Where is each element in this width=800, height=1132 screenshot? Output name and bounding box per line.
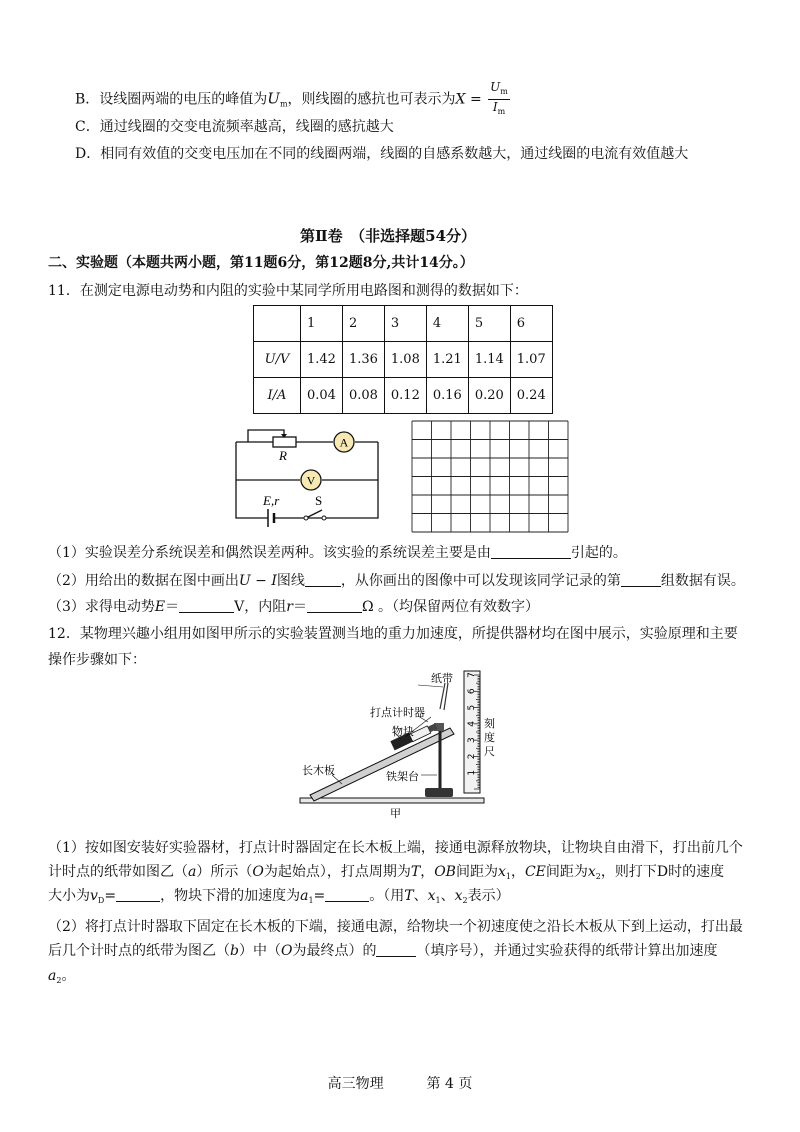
answer-blank[interactable]	[305, 572, 341, 587]
q12-stem-line1: 12．某物理兴趣小组用如图甲所示的实验装置测当地的重力加速度，所提供器材均在图中展示，实验原理和主要	[48, 626, 738, 642]
ruler-number: 3	[467, 737, 477, 744]
q11-sub1: （1）实验误差分系统误差和偶然误差两种。该实验的系统误差主要是由 引起的。	[48, 545, 627, 561]
ruler-number: 1	[467, 769, 477, 776]
q12-sub2-line1: （2）将打点计时器取下固定在长木板的下端，接通电源，给物块一个初速度使之沿长木板从下到上运动，打出最	[48, 919, 743, 935]
ruler-name-char: 尺	[484, 745, 495, 758]
block-label: 物块	[392, 725, 414, 738]
table-row: 1 2 3 4 5 6	[254, 306, 553, 342]
source-label: E,r	[263, 493, 280, 508]
graph-grid	[411, 420, 569, 533]
inductive-reactance-fraction: $\frac{U_m}{I_m}$	[490, 80, 508, 116]
q12-sub2-line3: $a_2$。	[48, 968, 76, 985]
table-row: U/V 1.42 1.36 1.08 1.21 1.14 1.07	[254, 342, 553, 378]
section-title: 二、实验题（本题共两小题，第11题6分，第12题8分,共计14分。）	[48, 255, 474, 271]
option-c: C．通过线圈的交变电流频率越高，线圈的感抗越大	[75, 119, 394, 135]
rheostat-label: R	[279, 448, 287, 463]
apparatus-figure	[298, 665, 495, 820]
ammeter-label: A	[339, 435, 349, 450]
page-footer	[0, 1073, 800, 1093]
answer-blank[interactable]	[307, 598, 362, 613]
answer-blank[interactable]	[325, 887, 369, 902]
answer-blank[interactable]	[621, 572, 661, 587]
part-title: 第Ⅱ卷 （非选择题54分）	[300, 227, 477, 245]
ruler-name-char: 度	[484, 731, 495, 744]
q11-stem: 11．在测定电源电动势和内阻的实验中某同学所用电路图和测得的数据如下：	[48, 283, 528, 299]
q12-sub1-line2: 计时点的纸带如图乙（a）所示（O为起始点），打点周期为T，OB间距为$x_1$，CE间距为$x_2$，则打下D时的速度	[48, 864, 725, 881]
option-b: B．设线圈两端的电压的峰值为$U_m$，则线圈的感抗也可表示为X = $\frac{U_m}{I_m}$	[75, 80, 512, 119]
answer-blank[interactable]	[376, 942, 416, 957]
option-d: D．相同有效值的交变电压加在不同的线圈两端，线圈的自感系数越大，通过线圈的电流有效值越大	[75, 146, 689, 162]
rheostat-symbol	[273, 437, 296, 447]
q11-data-table	[253, 305, 553, 414]
q12-sub2-line2: 后几个计时点的纸带为图乙（b）中（O为最终点）的 （填序号），并通过实验获得的纸带计算出加速度	[48, 943, 718, 959]
answer-blank[interactable]	[116, 887, 160, 902]
q12-stem-line2: 操作步骤如下：	[48, 652, 146, 668]
timer-label: 打点计时器	[370, 706, 425, 719]
board-label: 长木板	[302, 764, 335, 777]
answer-blank[interactable]	[491, 544, 571, 559]
footer-subject: 高三物理	[327, 1076, 384, 1092]
answer-blank[interactable]	[179, 598, 234, 613]
stand-label: 铁架台	[386, 770, 419, 783]
ruler-number: 5	[467, 704, 477, 711]
q11-sub2: （2）用给出的数据在图中画出U − I图线 ，从你画出的图像中可以发现该同学记录的第 组数据有误。	[48, 573, 745, 589]
ruler-number: 4	[467, 720, 477, 727]
q12-sub1-line1: （1）按如图安装好实验器材，打点计时器固定在长木板上端，接通电源释放物块，让物块自由滑下，打出前几个	[48, 840, 743, 856]
ruler-name-char: 刻	[484, 717, 495, 730]
q11-sub3: （3）求得电动势E＝ V，内阻r＝ Ω 。（均保留两位有效数字）	[48, 599, 540, 615]
circuit-diagram	[228, 418, 388, 530]
table-row: I/A 0.04 0.08 0.12 0.16 0.20 0.24	[254, 378, 553, 414]
figure-caption: 甲	[390, 807, 401, 820]
q12-sub1-line3: 大小为$v_D=$ ，物块下滑的加速度为$a_1=$ 。（用T、$x_1$、$x_2$表示）	[48, 888, 510, 905]
voltmeter-label: V	[306, 473, 316, 488]
footer-page-number: 第 4 页	[426, 1076, 473, 1092]
ruler-number: 7	[467, 672, 477, 678]
ruler-number: 6	[467, 688, 477, 695]
ruler-number: 2	[467, 753, 477, 760]
switch-label: S	[315, 493, 323, 508]
tape-label: 纸带	[431, 672, 453, 685]
